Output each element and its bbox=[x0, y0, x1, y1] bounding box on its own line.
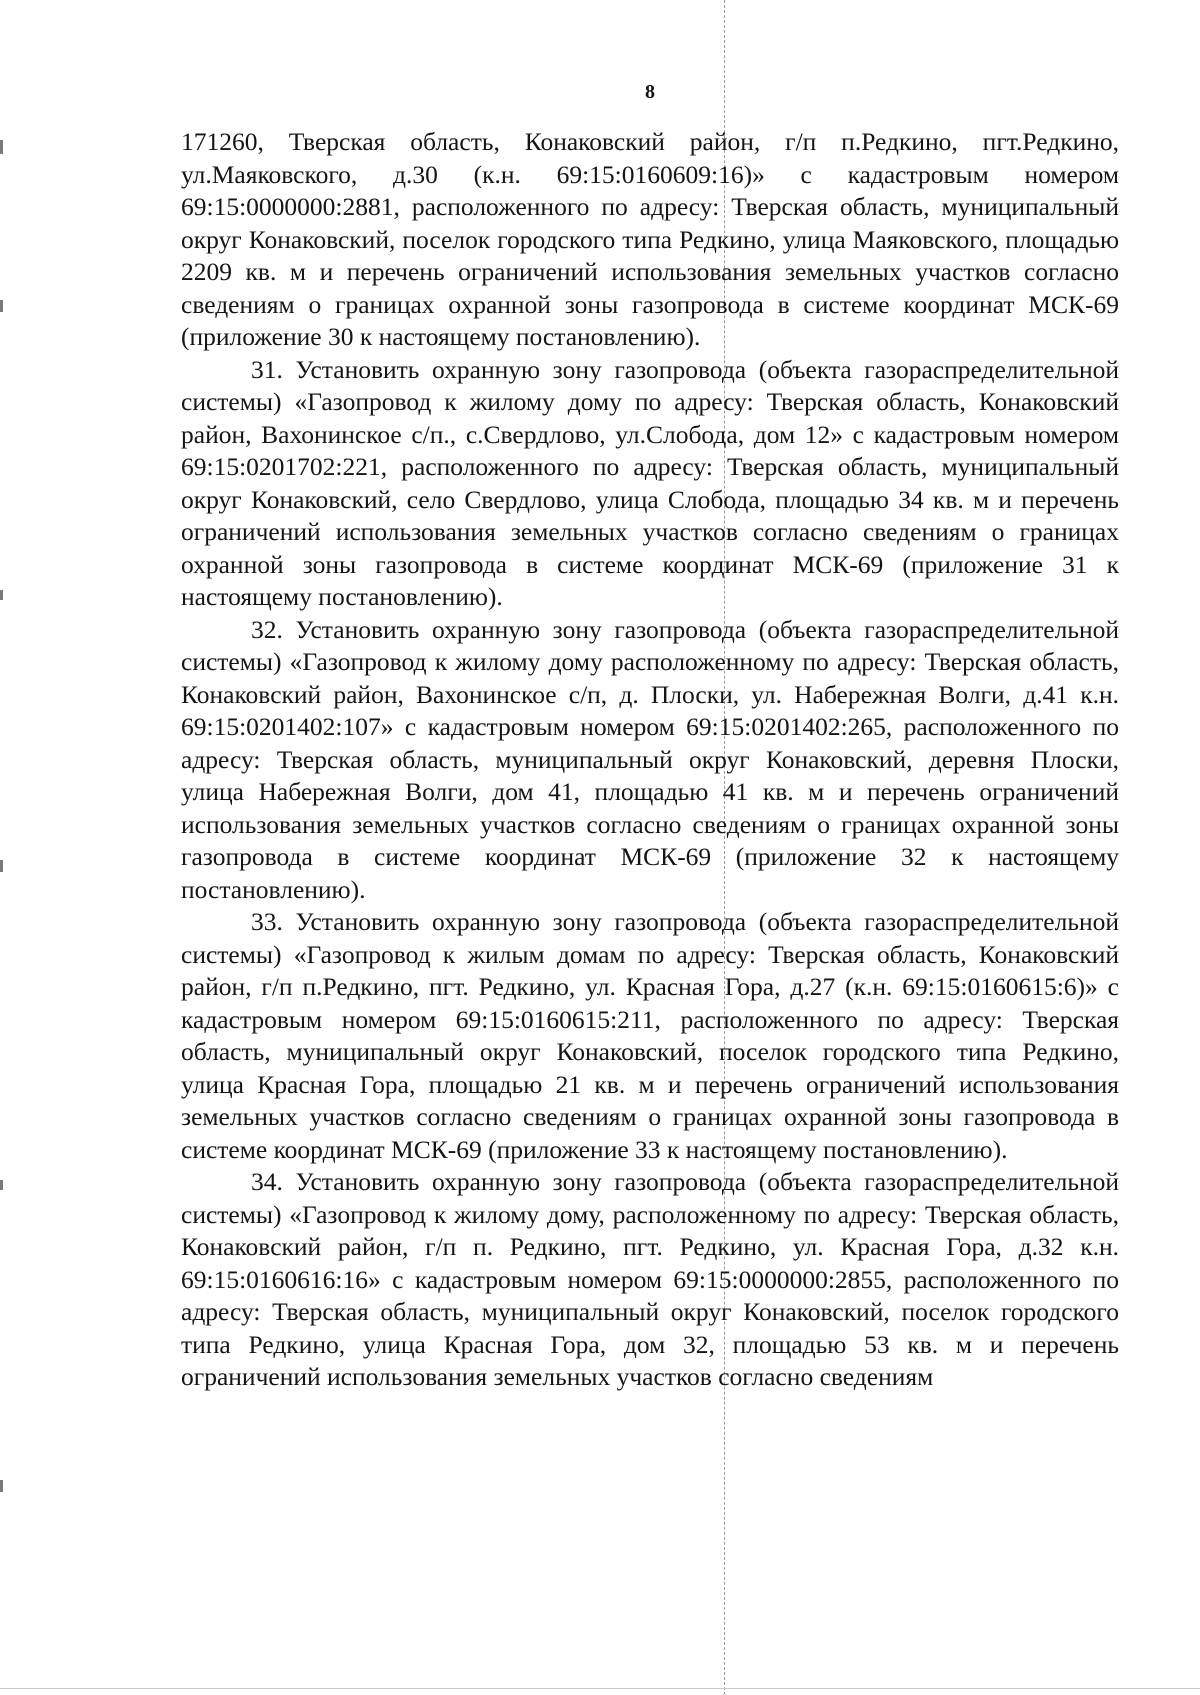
paragraph-item-34: 34. Установить охранную зону газопровода (объекта газораспределительной системы) «Газопровод к жилому дому, расположенному по адресу: Тверская область, Конаковский район, г/п п. Редкино, пгт. Редкино, ул. Красная Гора, д.32 к.н. 69:15:0160616:16» с кадастровым номером 69:15:0000000:2855, расположенного по адресу: Тверская область, муниципальный округ Конаковский, поселок городского типа Редкино, улица Красная Гора, дом 32, площадью 53 кв. м и перечень ограничений использования земельных участков согласно сведениям bbox=[181, 1167, 1119, 1391]
scan-edge-mark bbox=[0, 300, 3, 312]
paragraph-item-32: 32. Установить охранную зону газопровода (объекта газораспределительной системы) «Газопровод к жилому дому расположенному по адресу: Тверская область, Конаковский район, Вахонинское с/п, д. Плоски, ул. Набережная Волги, д.41 к.н. 69:15:0201402:107» с кадастровым номером 69:15:0201402:265, расположенного по адресу: Тверская область, муниципальный округ Конаковский, деревня Плоски, улица Набережная Волги, дом 41, площадью 41 кв. м и перечень ограничений использования земельных участков согласно сведениям о границах охранной зоны газопровода в системе координат МСК-69 (приложение 32 к настоящему постановлению). bbox=[181, 614, 1119, 904]
scan-edge-mark bbox=[0, 1480, 3, 1492]
scan-edge-mark bbox=[0, 860, 3, 872]
page-bottom-edge bbox=[0, 1688, 1200, 1689]
scan-edge-mark bbox=[0, 140, 3, 154]
page-number: 8 bbox=[645, 81, 655, 103]
scan-edge-mark bbox=[0, 590, 3, 600]
paragraph-item-33: 33. Установить охранную зону газопровода (объекта газораспределительной системы) «Газопровод к жилым домам по адресу: Тверская область, Конаковский район, г/п п.Редкино, пгт. Редкино, ул. Красная Гора, д.27 (к.н. 69:15:0160615:6)» с кадастровым номером 69:15:0160615:211, расположенного по адресу: Тверская область, муниципальный округ Конаковский, поселок городского типа Редкино, улица Красная Гора, площадью 21 кв. м и перечень ограничений использования земельных участков согласно сведениям о границах охранной зоны газопровода в системе координат МСК-69 (приложение 33 к настоящему постановлению). bbox=[181, 907, 1119, 1164]
paragraph-continuation: 171260, Тверская область, Конаковский район, г/п п.Редкино, пгт.Редкино, ул.Маяковского, д.30 (к.н. 69:15:0160609:16)» с кадастровым номером 69:15:0000000:2881, расположенного по адресу: Тверская область, муниципальный округ Конаковский, поселок городского типа Редкино, улица Маяковского, площадью 2209 кв. м и перечень ограничений использования земельных участков согласно сведениям о границах охранной зоны газопровода в системе координат МСК-69 (приложение 30 к настоящему постановлению). bbox=[181, 127, 1119, 351]
scan-edge-mark bbox=[0, 1180, 3, 1190]
document-body bbox=[181, 126, 1119, 1394]
paragraph-item-31: 31. Установить охранную зону газопровода (объекта газораспределительной системы) «Газопровод к жилому дому по адресу: Тверская область, Конаковский район, Вахонинское с/п., с.Свердлово, ул.Слобода, дом 12» с кадастровым номером 69:15:0201702:221, расположенного по адресу: Тверская область, муниципальный округ Конаковский, село Свердлово, улица Слобода, площадью 34 кв. м и перечень ограничений использования земельных участков согласно сведениям о границах охранной зоны газопровода в системе координат МСК-69 (приложение 31 к настоящему постановлению). bbox=[181, 354, 1119, 611]
